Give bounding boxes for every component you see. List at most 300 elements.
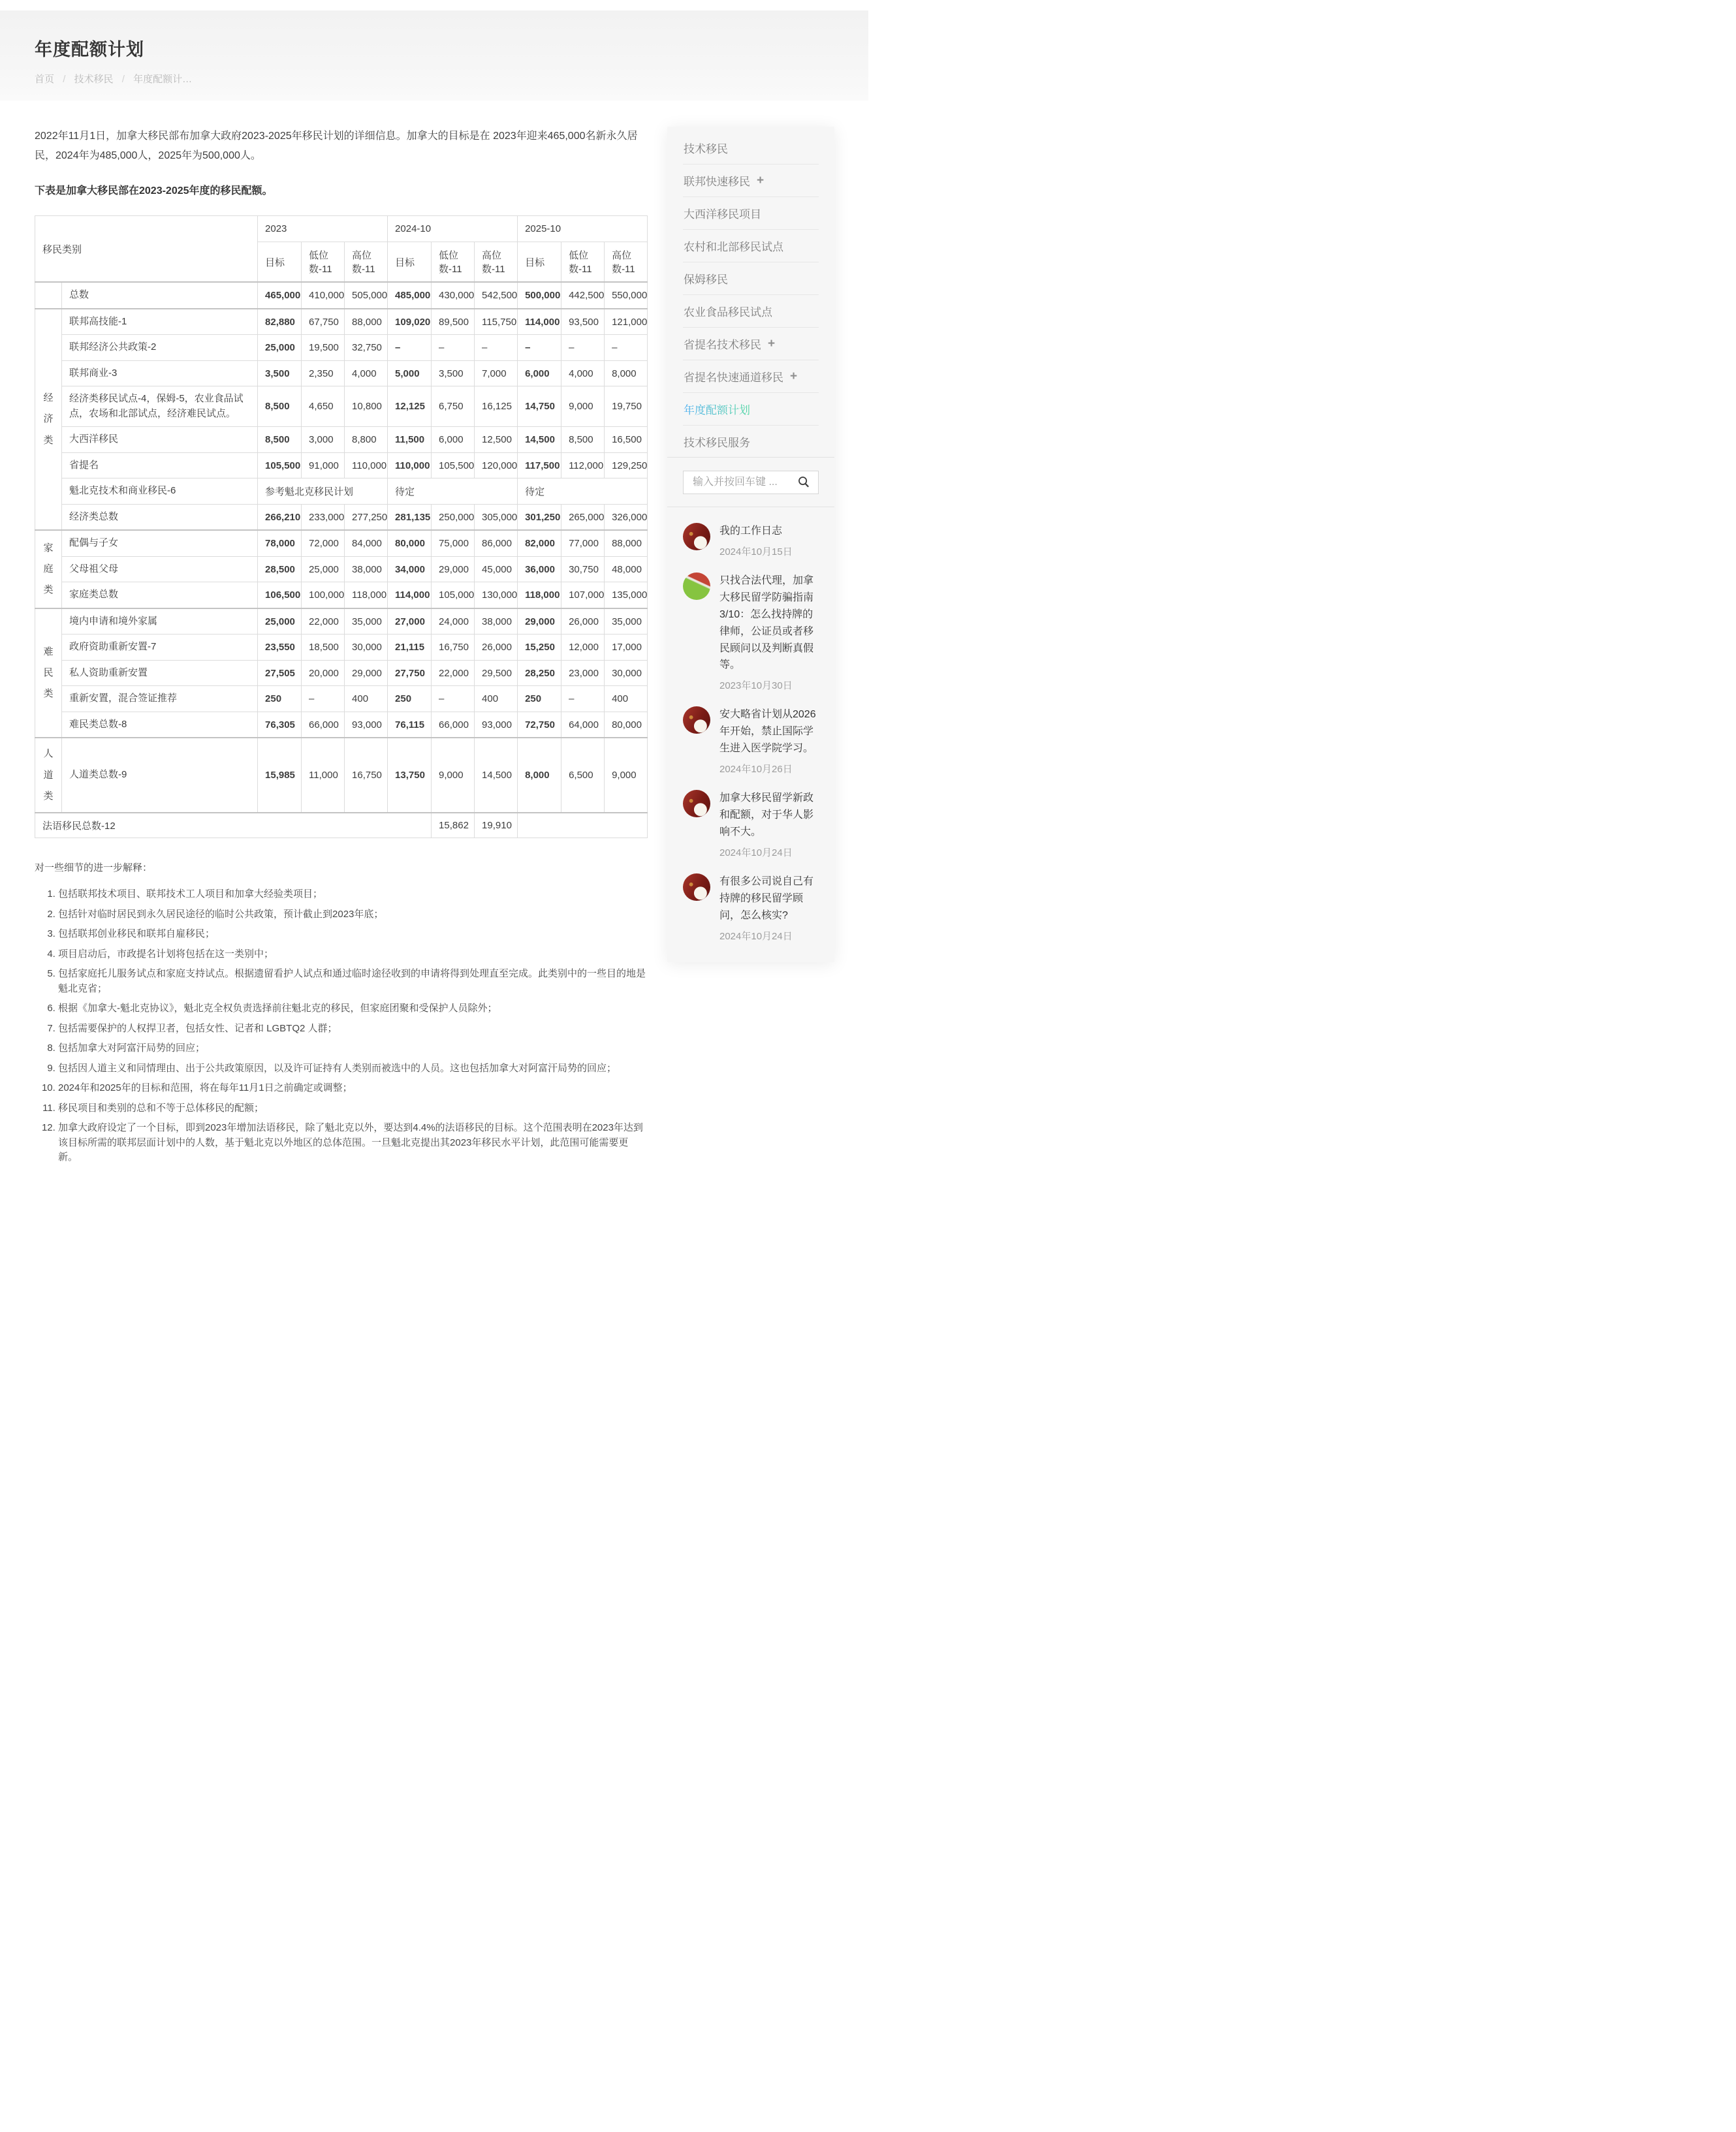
value-cell: 105,500 — [258, 452, 302, 478]
value-cell: 250 — [388, 686, 432, 712]
value-cell: 45,000 — [475, 556, 518, 582]
value-cell: 30,750 — [561, 556, 605, 582]
value-cell: 29,500 — [475, 660, 518, 686]
value-cell: 110,000 — [388, 452, 432, 478]
value-cell: 130,000 — [475, 582, 518, 608]
row-label: 政府资助重新安置-7 — [62, 635, 258, 661]
value-cell: 118,000 — [345, 582, 388, 608]
value-cell: 6,750 — [432, 386, 475, 427]
plus-icon: + — [768, 337, 776, 351]
value-cell: 266,210 — [258, 504, 302, 530]
value-cell: – — [605, 335, 648, 361]
value-cell: 109,020 — [388, 309, 432, 335]
value-cell: 67,750 — [302, 309, 345, 335]
value-cell: 11,000 — [302, 738, 345, 813]
table-row — [35, 504, 648, 530]
value-cell: 250,000 — [432, 504, 475, 530]
value-cell: 13,750 — [388, 738, 432, 813]
value-cell: 35,000 — [605, 608, 648, 635]
sidebar-item-label: 保姆移民 — [684, 274, 728, 286]
post-text — [719, 873, 819, 943]
value-cell: 38,000 — [475, 608, 518, 635]
value-cell: 77,000 — [561, 530, 605, 556]
value-cell: 16,500 — [605, 427, 648, 453]
table-lead-text: 下表是加拿大移民部在2023-2025年度的移民配额。 — [35, 185, 273, 196]
post-text — [719, 572, 819, 692]
quota-table — [35, 215, 648, 838]
row-label: 配偶与子女 — [62, 530, 258, 556]
value-cell: 24,000 — [432, 608, 475, 635]
value-cell: 15,862 — [432, 813, 475, 838]
value-cell: 16,750 — [345, 738, 388, 813]
row-label: 人道类总数-9 — [62, 738, 258, 813]
post-item-1[interactable] — [683, 572, 819, 692]
category-column-header: 移民类别 — [35, 215, 258, 282]
value-cell: 19,750 — [605, 386, 648, 427]
value-cell: 27,000 — [388, 608, 432, 635]
merged-value-cell: 待定 — [518, 478, 648, 505]
post-date: 2024年10月24日 — [719, 847, 793, 858]
quota-table-body — [35, 282, 648, 838]
value-cell: 410,000 — [302, 282, 345, 309]
empty-cell — [518, 813, 648, 838]
value-cell: 84,000 — [345, 530, 388, 556]
post-item-4[interactable] — [683, 873, 819, 943]
value-cell: 112,000 — [561, 452, 605, 478]
intro-paragraph: 2022年11月1日，加拿大移民部布加拿大政府2023-2025年移民计划的详细信息。加拿大的目标是在 2023年迎来465,000名新永久居民，2024年为485,000人，2025年为500,000人。 — [35, 131, 638, 162]
value-cell: 7,000 — [475, 360, 518, 386]
note-item-9: 9. 包括因人道主义和同情理由、出于公共政策原因，以及许可证持有人类别而被选中的人员。这也包括加拿大对阿富汗局势的回应； — [58, 1061, 647, 1076]
sidebar-divider — [667, 457, 834, 458]
plus-icon: + — [757, 174, 765, 187]
value-cell: 36,000 — [518, 556, 561, 582]
footnotes-section — [35, 860, 647, 1165]
value-cell: 6,500 — [561, 738, 605, 813]
value-cell: 281,135 — [388, 504, 432, 530]
note-item-2: 2. 包括针对临时居民到永久居民途径的临时公共政策，预计截止到2023年底； — [58, 907, 647, 922]
value-cell: 91,000 — [302, 452, 345, 478]
value-cell: 82,000 — [518, 530, 561, 556]
sidebar-item-label: 年度配额计划 — [684, 401, 750, 417]
value-cell: 28,500 — [258, 556, 302, 582]
post-item-0[interactable] — [683, 523, 819, 558]
table-row — [35, 712, 648, 738]
breadcrumb-separator: / — [121, 74, 125, 85]
value-cell: 8,500 — [258, 386, 302, 427]
page-header — [0, 10, 868, 101]
row-label: 难民类总数-8 — [62, 712, 258, 738]
value-cell: 29,000 — [518, 608, 561, 635]
group-label-cell — [35, 530, 62, 608]
value-cell: 6,000 — [518, 360, 561, 386]
value-cell: 465,000 — [258, 282, 302, 309]
value-cell: – — [388, 335, 432, 361]
value-cell: 2,350 — [302, 360, 345, 386]
main-content — [35, 127, 647, 1170]
search-input[interactable] — [691, 476, 796, 489]
value-cell: 250 — [258, 686, 302, 712]
sidebar-item-5[interactable] — [683, 295, 819, 328]
value-cell: 12,500 — [475, 427, 518, 453]
row-label: 联邦经济公共政策-2 — [62, 335, 258, 361]
row-label: 父母祖父母 — [62, 556, 258, 582]
value-cell: 3,500 — [258, 360, 302, 386]
value-cell: 15,250 — [518, 635, 561, 661]
value-cell: 28,250 — [518, 660, 561, 686]
sidebar-item-label: 省提名快速通道移民 — [684, 371, 783, 384]
value-cell: 93,000 — [345, 712, 388, 738]
value-cell: 9,000 — [561, 386, 605, 427]
value-cell: 106,500 — [258, 582, 302, 608]
value-cell: – — [561, 335, 605, 361]
value-cell: 301,250 — [518, 504, 561, 530]
table-row — [35, 608, 648, 635]
row-label: 经济类总数 — [62, 504, 258, 530]
value-cell: 400 — [605, 686, 648, 712]
value-cell: 72,750 — [518, 712, 561, 738]
value-cell: 118,000 — [518, 582, 561, 608]
value-cell: 305,000 — [475, 504, 518, 530]
value-cell: 3,000 — [302, 427, 345, 453]
note-item-7: 7. 包括需要保护的人权捍卫者，包括女性、记者和 LGBTQ2 人群； — [58, 1022, 647, 1037]
value-cell: 430,000 — [432, 282, 475, 309]
value-cell: 26,000 — [475, 635, 518, 661]
value-cell: 23,550 — [258, 635, 302, 661]
footnotes-list — [35, 887, 647, 1165]
row-label: 重新安置，混合签证推荐 — [62, 686, 258, 712]
value-cell: 78,000 — [258, 530, 302, 556]
row-label: 法语移民总数-12 — [35, 813, 432, 838]
value-cell: 22,000 — [302, 608, 345, 635]
group-label-cell — [35, 608, 62, 738]
value-cell: 16,125 — [475, 386, 518, 427]
sidebar-item-label: 农业食品移民试点 — [684, 306, 772, 319]
value-cell: 115,750 — [475, 309, 518, 335]
table-row — [35, 335, 648, 361]
sidebar-item-label: 联邦快速移民 — [684, 176, 750, 188]
value-cell: 27,750 — [388, 660, 432, 686]
table-row — [35, 452, 648, 478]
group-label-cell — [35, 738, 62, 813]
value-cell: 88,000 — [345, 309, 388, 335]
sidebar-item-4[interactable] — [683, 262, 819, 295]
sidebar-item-9[interactable] — [683, 426, 819, 458]
top-bar — [0, 0, 868, 10]
row-label: 私人资助重新安置 — [62, 660, 258, 686]
value-cell: 25,000 — [258, 335, 302, 361]
group-label: 人道类 — [43, 748, 54, 802]
value-cell: 20,000 — [302, 660, 345, 686]
value-cell: 16,750 — [432, 635, 475, 661]
value-cell: 4,000 — [561, 360, 605, 386]
table-row — [35, 427, 648, 453]
value-cell: 114,000 — [518, 309, 561, 335]
value-cell: 6,000 — [432, 427, 475, 453]
note-item-12: 12. 加拿大政府设定了一个目标，即到2023年增加法语移民，除了魁北克以外，要达到4.4%的法语移民的目标。这个范围表明在2023年达到该目标所需的联邦层面计划中的人数，基于魁北克以外地区的总体范围。一旦魁北克提出其2023年移民水平计划，此范围可能需要更新。 — [58, 1121, 647, 1165]
sidebar-item-7[interactable] — [683, 360, 819, 393]
value-cell: – — [302, 686, 345, 712]
value-cell: 27,505 — [258, 660, 302, 686]
value-cell: 8,800 — [345, 427, 388, 453]
merged-value-cell: 待定 — [388, 478, 518, 505]
value-cell: 117,500 — [518, 452, 561, 478]
value-cell: 76,115 — [388, 712, 432, 738]
value-cell: 22,000 — [432, 660, 475, 686]
post-text — [719, 790, 819, 859]
table-row — [35, 660, 648, 686]
search-box — [683, 471, 819, 494]
value-cell: 4,000 — [345, 360, 388, 386]
value-cell: 121,000 — [605, 309, 648, 335]
value-cell: 265,000 — [561, 504, 605, 530]
table-row — [35, 386, 648, 427]
year-group-header-0: 2023 — [258, 215, 388, 242]
value-cell: 30,000 — [605, 660, 648, 686]
subcol-header-1-2: 高位数-11 — [475, 242, 518, 282]
value-cell: 8,500 — [258, 427, 302, 453]
note-item-10: 10. 2024年和2025年的目标和范围，将在每年11月1日之前确定或调整； — [58, 1081, 647, 1096]
post-thumbnail — [683, 790, 710, 817]
value-cell: 86,000 — [475, 530, 518, 556]
group-label: 难民类 — [43, 646, 54, 700]
value-cell: 114,000 — [388, 582, 432, 608]
sidebar-item-8[interactable] — [683, 393, 819, 426]
value-cell: 9,000 — [605, 738, 648, 813]
post-date: 2024年10月15日 — [719, 546, 793, 557]
sidebar-item-label: 省提名技术移民 — [684, 339, 761, 351]
value-cell: 25,000 — [258, 608, 302, 635]
value-cell: 35,000 — [345, 608, 388, 635]
table-row — [35, 309, 648, 335]
group-label: 经济类 — [43, 392, 54, 446]
value-cell: 400 — [475, 686, 518, 712]
table-row — [35, 360, 648, 386]
value-cell: 34,000 — [388, 556, 432, 582]
sidebar-nav — [667, 132, 834, 458]
value-cell: 326,000 — [605, 504, 648, 530]
value-cell: 3,500 — [432, 360, 475, 386]
value-cell: 89,500 — [432, 309, 475, 335]
post-text — [719, 523, 819, 558]
value-cell: 32,750 — [345, 335, 388, 361]
value-cell: – — [561, 686, 605, 712]
post-title: 有很多公司说自己有持牌的移民留学顾问，怎么核实? — [719, 875, 814, 921]
table-row — [35, 686, 648, 712]
sidebar-item-2[interactable] — [683, 197, 819, 230]
post-thumbnail — [683, 873, 710, 901]
subcol-header-1-1: 低位数-11 — [432, 242, 475, 282]
value-cell: 485,000 — [388, 282, 432, 309]
table-row — [35, 530, 648, 556]
value-cell: 38,000 — [345, 556, 388, 582]
row-label: 魁北克技术和商业移民-6 — [62, 478, 258, 505]
post-item-2[interactable] — [683, 706, 819, 776]
post-date: 2024年10月24日 — [719, 930, 793, 942]
search-button[interactable] — [796, 474, 812, 492]
sidebar-item-0[interactable] — [683, 132, 819, 165]
value-cell: 75,000 — [432, 530, 475, 556]
table-row — [35, 582, 648, 608]
sidebar-item-label: 技术移民 — [684, 143, 728, 155]
value-cell: 442,500 — [561, 282, 605, 309]
table-row — [35, 282, 648, 309]
table-row — [35, 556, 648, 582]
value-cell: 505,000 — [345, 282, 388, 309]
row-label: 联邦高技能-1 — [62, 309, 258, 335]
row-label: 大西洋移民 — [62, 427, 258, 453]
value-cell: 17,000 — [605, 635, 648, 661]
value-cell: 105,500 — [432, 452, 475, 478]
plus-icon: + — [790, 369, 798, 383]
value-cell: 550,000 — [605, 282, 648, 309]
breadcrumb-skilled-immigration[interactable]: 技术移民 — [74, 74, 114, 85]
value-cell: 129,250 — [605, 452, 648, 478]
value-cell: 76,305 — [258, 712, 302, 738]
value-cell: 14,500 — [518, 427, 561, 453]
row-label: 家庭类总数 — [62, 582, 258, 608]
group-label-cell — [35, 309, 62, 531]
value-cell: 66,000 — [432, 712, 475, 738]
value-cell: 8,500 — [561, 427, 605, 453]
row-label: 总数 — [62, 282, 258, 309]
footnotes-heading: 对一些细节的进一步解释： — [35, 862, 153, 874]
value-cell: 277,250 — [345, 504, 388, 530]
search-icon — [797, 475, 810, 490]
note-item-6: 6. 根据《加拿大-魁北克协议》，魁北克全权负责选择前往魁北克的移民，但家庭团聚和受保护人员除外； — [58, 1001, 647, 1016]
note-item-1: 1. 包括联邦技术项目、联邦技术工人项目和加拿大经验类项目； — [58, 887, 647, 902]
breadcrumb — [35, 72, 834, 86]
value-cell: 19,500 — [302, 335, 345, 361]
value-cell: 82,880 — [258, 309, 302, 335]
value-cell: 80,000 — [388, 530, 432, 556]
value-cell: 5,000 — [388, 360, 432, 386]
subcol-header-2-2: 高位数-11 — [605, 242, 648, 282]
recent-post-list — [667, 507, 834, 943]
post-date: 2023年10月30日 — [719, 680, 793, 692]
year-group-header-2: 2025-10 — [518, 215, 648, 242]
row-label: 境内申请和境外家属 — [62, 608, 258, 635]
post-title: 安大略省计划从2026年开始，禁止国际学生进入医学院学习。 — [719, 709, 816, 755]
value-cell: 14,500 — [475, 738, 518, 813]
value-cell: 4,650 — [302, 386, 345, 427]
post-item-3[interactable] — [683, 790, 819, 859]
note-item-5: 5. 包括家庭托儿服务试点和家庭支持试点。根据遗留看护人试点和通过临时途径收到的申请将得到处理直至完成。此类别中的一些目的地是魁北克省； — [58, 967, 647, 996]
subcol-header-2-0: 目标 — [518, 242, 561, 282]
value-cell: 66,000 — [302, 712, 345, 738]
row-label: 经济类移民试点-4，保姆-5，农业食品试点，农场和北部试点，经济难民试点。 — [62, 386, 258, 427]
sidebar-item-6[interactable] — [683, 328, 819, 360]
sidebar-item-label: 农村和北部移民试点 — [684, 241, 783, 253]
value-cell: 14,750 — [518, 386, 561, 427]
table-row — [35, 738, 648, 813]
post-title: 我的工作日志 — [719, 525, 783, 537]
post-date: 2024年10月26日 — [719, 764, 793, 776]
value-cell: 105,000 — [432, 582, 475, 608]
value-cell: 93,500 — [561, 309, 605, 335]
sidebar-item-label: 技术移民服务 — [684, 437, 750, 449]
value-cell: 400 — [345, 686, 388, 712]
value-cell: 107,000 — [561, 582, 605, 608]
page-title: 年度配额计划 — [35, 40, 144, 59]
content-layout — [0, 101, 868, 1170]
post-thumbnail — [683, 572, 710, 600]
note-item-11: 11. 移民项目和类别的总和不等于总体移民的配额； — [58, 1101, 647, 1116]
value-cell: 19,910 — [475, 813, 518, 838]
post-text — [719, 706, 819, 776]
value-cell: 64,000 — [561, 712, 605, 738]
post-thumbnail — [683, 523, 710, 550]
value-cell: 18,500 — [302, 635, 345, 661]
group-label: 家庭类 — [43, 542, 54, 596]
value-cell: 30,000 — [345, 635, 388, 661]
value-cell: 135,000 — [605, 582, 648, 608]
group-label-cell — [35, 282, 62, 309]
value-cell: 93,000 — [475, 712, 518, 738]
breadcrumb-separator: / — [63, 74, 66, 85]
value-cell: 500,000 — [518, 282, 561, 309]
value-cell: 29,000 — [345, 660, 388, 686]
value-cell: – — [432, 686, 475, 712]
value-cell: 48,000 — [605, 556, 648, 582]
post-title: 只找合法代理，加拿大移民留学防骗指南 3/10：怎么找持牌的律师，公证员或者移民顾问以及判断真假等。 — [719, 574, 814, 671]
note-item-4: 4. 项目启动后，市政提名计划将包括在这一类别中； — [58, 947, 647, 962]
value-cell: 542,500 — [475, 282, 518, 309]
row-label: 联邦商业-3 — [62, 360, 258, 386]
subcol-header-0-1: 低位数-11 — [302, 242, 345, 282]
value-cell: 25,000 — [302, 556, 345, 582]
search-area — [683, 471, 819, 494]
table-row — [35, 635, 648, 661]
value-cell: 26,000 — [561, 608, 605, 635]
sidebar-item-3[interactable] — [683, 230, 819, 262]
value-cell: 250 — [518, 686, 561, 712]
value-cell: 11,500 — [388, 427, 432, 453]
merged-value-cell: 参考魁北克移民计划 — [258, 478, 388, 505]
value-cell: – — [432, 335, 475, 361]
sidebar — [667, 127, 834, 962]
quota-table-head — [35, 215, 648, 282]
note-item-3: 3. 包括联邦创业移民和联邦自雇移民； — [58, 927, 647, 942]
value-cell: – — [518, 335, 561, 361]
value-cell: 88,000 — [605, 530, 648, 556]
value-cell: 100,000 — [302, 582, 345, 608]
table-row — [35, 478, 648, 505]
post-title: 加拿大移民留学新政和配额，对于华人影响不大。 — [719, 792, 814, 838]
row-label: 省提名 — [62, 452, 258, 478]
value-cell: 110,000 — [345, 452, 388, 478]
value-cell: 21,115 — [388, 635, 432, 661]
value-cell: 10,800 — [345, 386, 388, 427]
post-thumbnail — [683, 706, 710, 734]
value-cell: 29,000 — [432, 556, 475, 582]
breadcrumb-home[interactable]: 首页 — [35, 74, 55, 85]
value-cell: 120,000 — [475, 452, 518, 478]
subcol-header-1-0: 目标 — [388, 242, 432, 282]
year-group-header-1: 2024-10 — [388, 215, 518, 242]
value-cell: 12,125 — [388, 386, 432, 427]
value-cell: 8,000 — [518, 738, 561, 813]
value-cell: 233,000 — [302, 504, 345, 530]
value-cell: 72,000 — [302, 530, 345, 556]
breadcrumb-current: 年度配额计… — [133, 74, 193, 85]
subcol-header-2-1: 低位数-11 — [561, 242, 605, 282]
note-item-8: 8. 包括加拿大对阿富汗局势的回应； — [58, 1041, 647, 1056]
table-footer-row — [35, 813, 648, 838]
value-cell: 9,000 — [432, 738, 475, 813]
sidebar-item-1[interactable] — [683, 165, 819, 197]
value-cell: 12,000 — [561, 635, 605, 661]
value-cell: 80,000 — [605, 712, 648, 738]
